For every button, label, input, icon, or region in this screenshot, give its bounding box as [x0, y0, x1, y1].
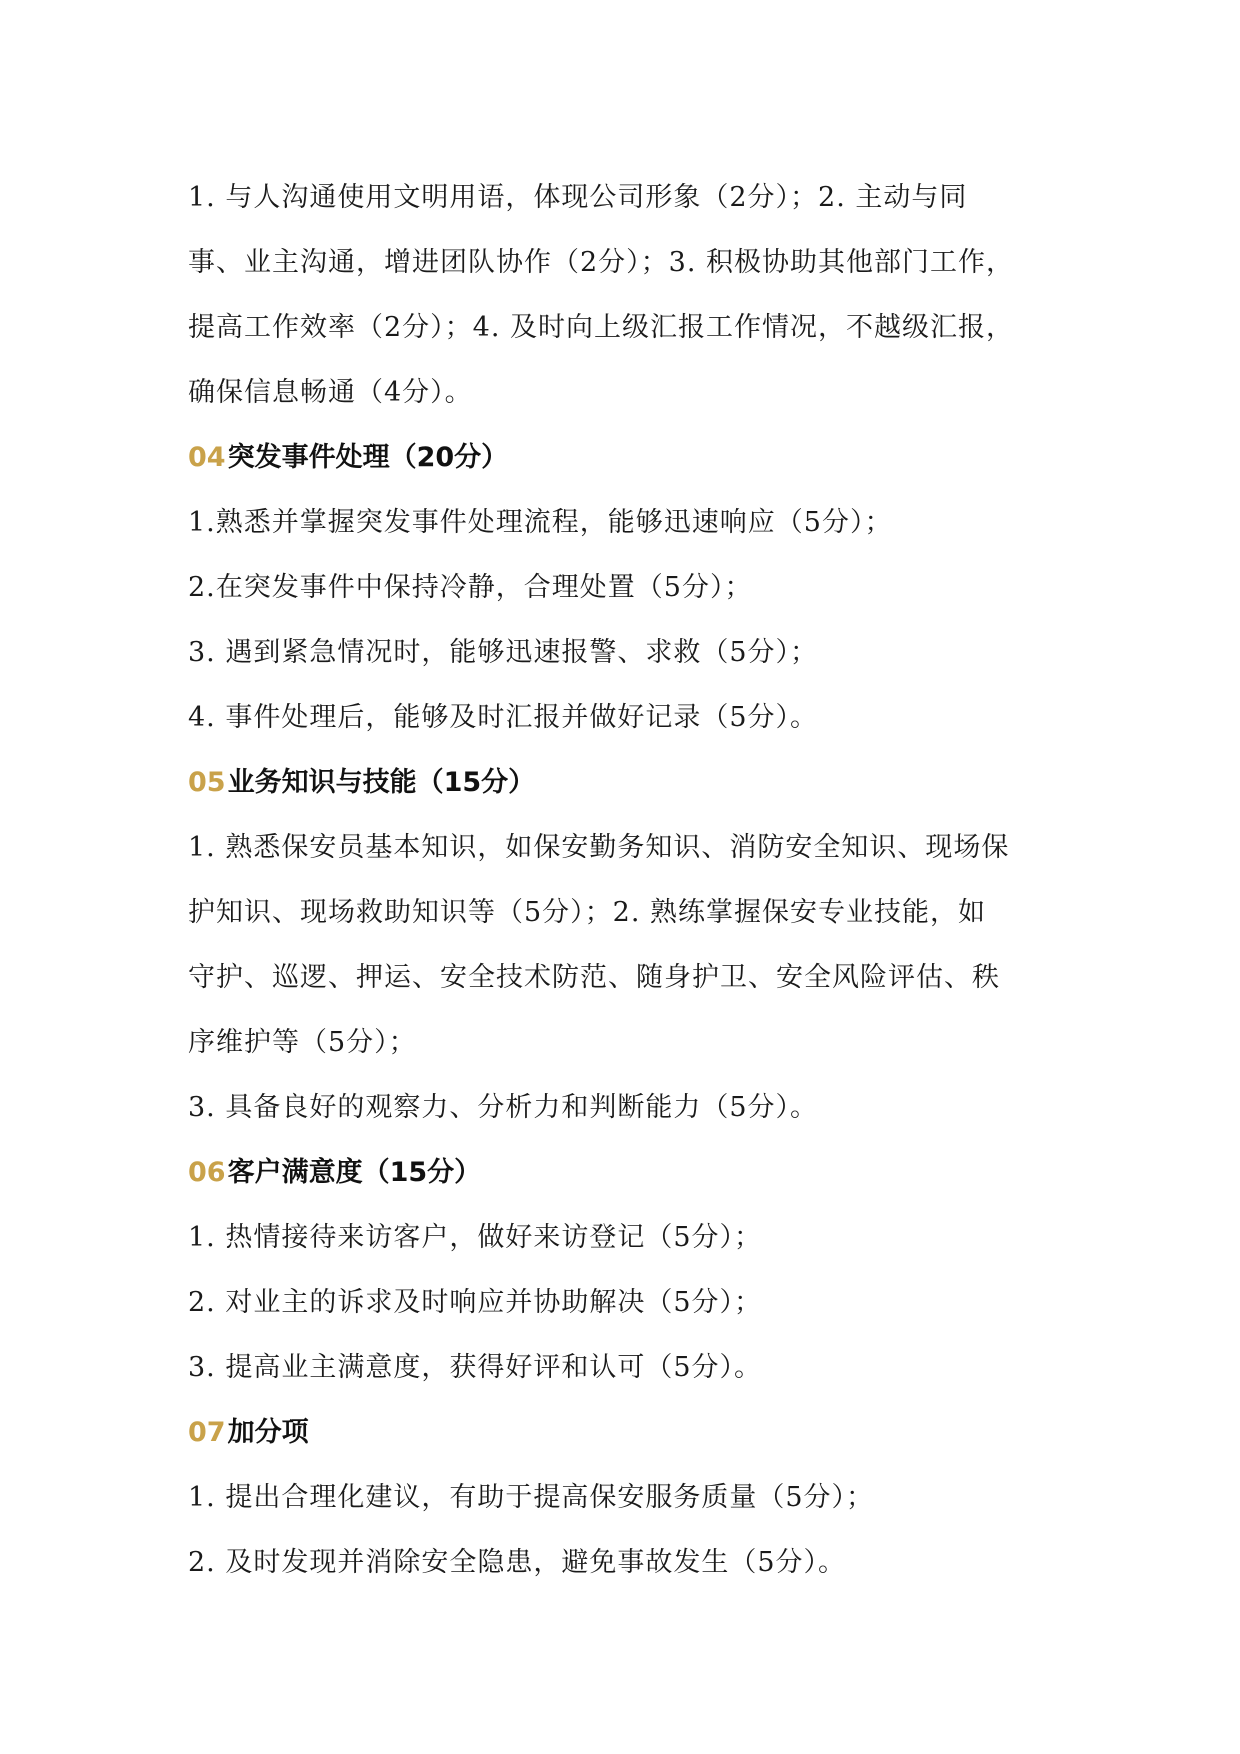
text-line: 1. 熟悉保安员基本知识，如保安勤务知识、消防安全知识、现场保	[188, 832, 1010, 863]
section-05	[188, 750, 1068, 1140]
section-06	[188, 1140, 1068, 1400]
section-number: 07	[188, 1417, 226, 1448]
text-line: 序维护等（5分）；	[188, 1027, 417, 1058]
text-line: 3. 提高业主满意度，获得好评和认可（5分）。	[188, 1352, 763, 1383]
document-page	[188, 165, 1068, 1595]
section-number: 05	[188, 767, 226, 798]
text-line: 1.熟悉并掌握突发事件处理流程，能够迅速响应（5分）；	[188, 507, 893, 538]
text-line: 3. 遇到紧急情况时，能够迅速报警、求救（5分）；	[188, 637, 819, 668]
text-line: 2.在突发事件中保持冷静，合理处置（5分）；	[188, 572, 753, 603]
text-line: 1. 与人沟通使用文明用语，体现公司形象（2分）；2. 主动与同	[188, 182, 968, 213]
text-line: 2. 及时发现并消除安全隐患，避免事故发生（5分）。	[188, 1547, 847, 1578]
section-04	[188, 425, 1068, 750]
section-heading	[188, 425, 1068, 490]
text-line: 提高工作效率（2分）；4. 及时向上级汇报工作情况，不越级汇报，	[188, 312, 1015, 343]
text-line: 确保信息畅通（4分）。	[188, 377, 473, 408]
section-number: 06	[188, 1157, 226, 1188]
section-heading	[188, 1140, 1068, 1205]
text-line: 1. 热情接待来访客户，做好来访登记（5分）；	[188, 1222, 763, 1253]
text-line: 4. 事件处理后，能够及时汇报并做好记录（5分）。	[188, 702, 819, 733]
section-heading	[188, 750, 1068, 815]
section-title: 业务知识与技能（15分）	[227, 767, 536, 798]
text-line: 3. 具备良好的观察力、分析力和判断能力（5分）。	[188, 1092, 819, 1123]
text-line: 守护、巡逻、押运、安全技术防范、随身护卫、安全风险评估、秩	[188, 962, 1000, 993]
section-title: 突发事件处理（20分）	[227, 442, 509, 473]
text-line: 护知识、现场救助知识等（5分）；2. 熟练掌握保安专业技能，如	[188, 897, 987, 928]
text-line: 2. 对业主的诉求及时响应并协助解决（5分）；	[188, 1287, 763, 1318]
section-07	[188, 1400, 1068, 1595]
text-line: 1. 提出合理化建议，有助于提高保安服务质量（5分）；	[188, 1482, 875, 1513]
section-title: 加分项	[227, 1417, 309, 1448]
section-heading	[188, 1400, 1068, 1465]
section-title: 客户满意度（15分）	[227, 1157, 482, 1188]
section-number: 04	[188, 442, 226, 473]
text-line: 事、业主沟通，增进团队协作（2分）；3. 积极协助其他部门工作，	[188, 247, 1015, 278]
intro-paragraph	[188, 165, 1068, 425]
